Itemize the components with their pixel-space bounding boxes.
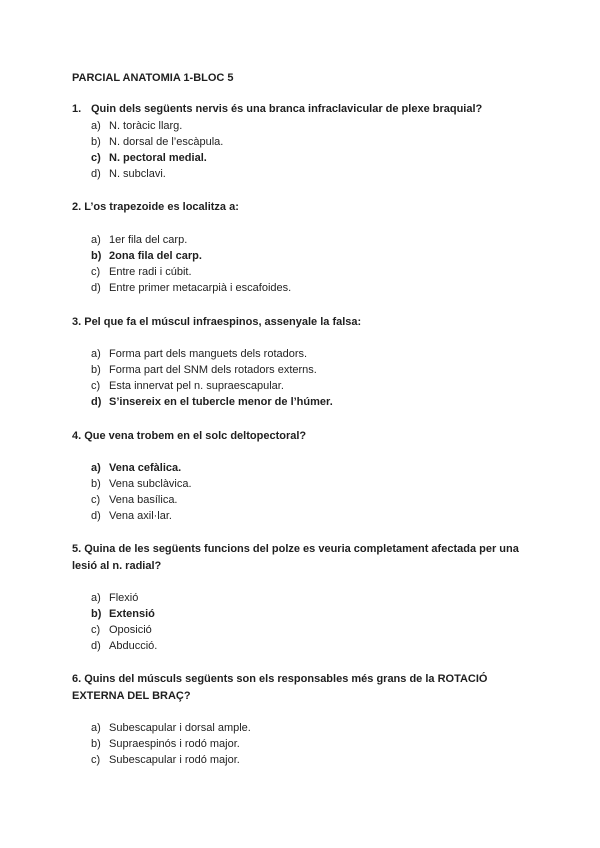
question-4: 4. Que vena trobem en el solc deltopectoral? [72,430,307,442]
question-5-line-1: 5. Quina de les següents funcions del polze es veuria completament afectada per una [72,543,519,555]
question-6 [72,671,532,705]
question-1-number: 1. [72,103,82,115]
question-1-text: Quin dels següents nervis és una branca infraclavicular de plexe braquial? [91,103,483,115]
exam-page: PARCIAL ANATOMIA 1-BLOC 5 1. Quin dels següents nervis és una branca infraclavicular de plexe braquial? a) N. toràcic llarg. b) N. dorsal de l’escàpula. c) N. pectoral medial. d) N. subclavi. 2. L’os trapezoide es localitza a: a) 1er fila del carp. b) 2ona fila del carp. c) Entre radi i cúbit. d) Entre primer metacarpià i escafoides. 3. Pel que fa el múscul infraespinos, assenyale la falsa: a) Forma part dels manguets dels rotadors. b) Forma part del SNM dels rotadors externs. c) Esta innervat pel n. supraescapular. d) S’insereix en el tubercle menor de l’húmer. 4. Que vena trobem en el solc deltopectoral? a) Vena cefàlica. b) Vena subclàvica. c) Vena basílica. d) Vena axil·lar. 5. Quina de les següents funcions del polze es veuria completament afectada per una lesió al n. radial? a) Flexió b) Extensió c) Oposició d) Abducció. 6. Quins del músculs següents son els responsables més grans de la ROTACIÓ EXTERNA DEL BRAÇ? a) Subescapular i dorsal ample. b) Supraespinós i rodó major. c) Subescapular i rodó major. [0,0,600,848]
question-2: 2. L’os trapezoide es localitza a: [72,201,239,213]
document-title: PARCIAL ANATOMIA 1-BLOC 5 [72,72,234,84]
question-5-line-2: lesió al n. radial? [72,560,162,572]
question-5 [72,541,532,575]
question-3: 3. Pel que fa el múscul infraespinos, assenyale la falsa: [72,316,362,328]
question-6-line-2: EXTERNA DEL BRAÇ? [72,690,191,702]
question-1 [72,101,551,118]
question-6-line-1: 6. Quins del músculs següents son els responsables més grans de la ROTACIÓ [72,673,488,685]
